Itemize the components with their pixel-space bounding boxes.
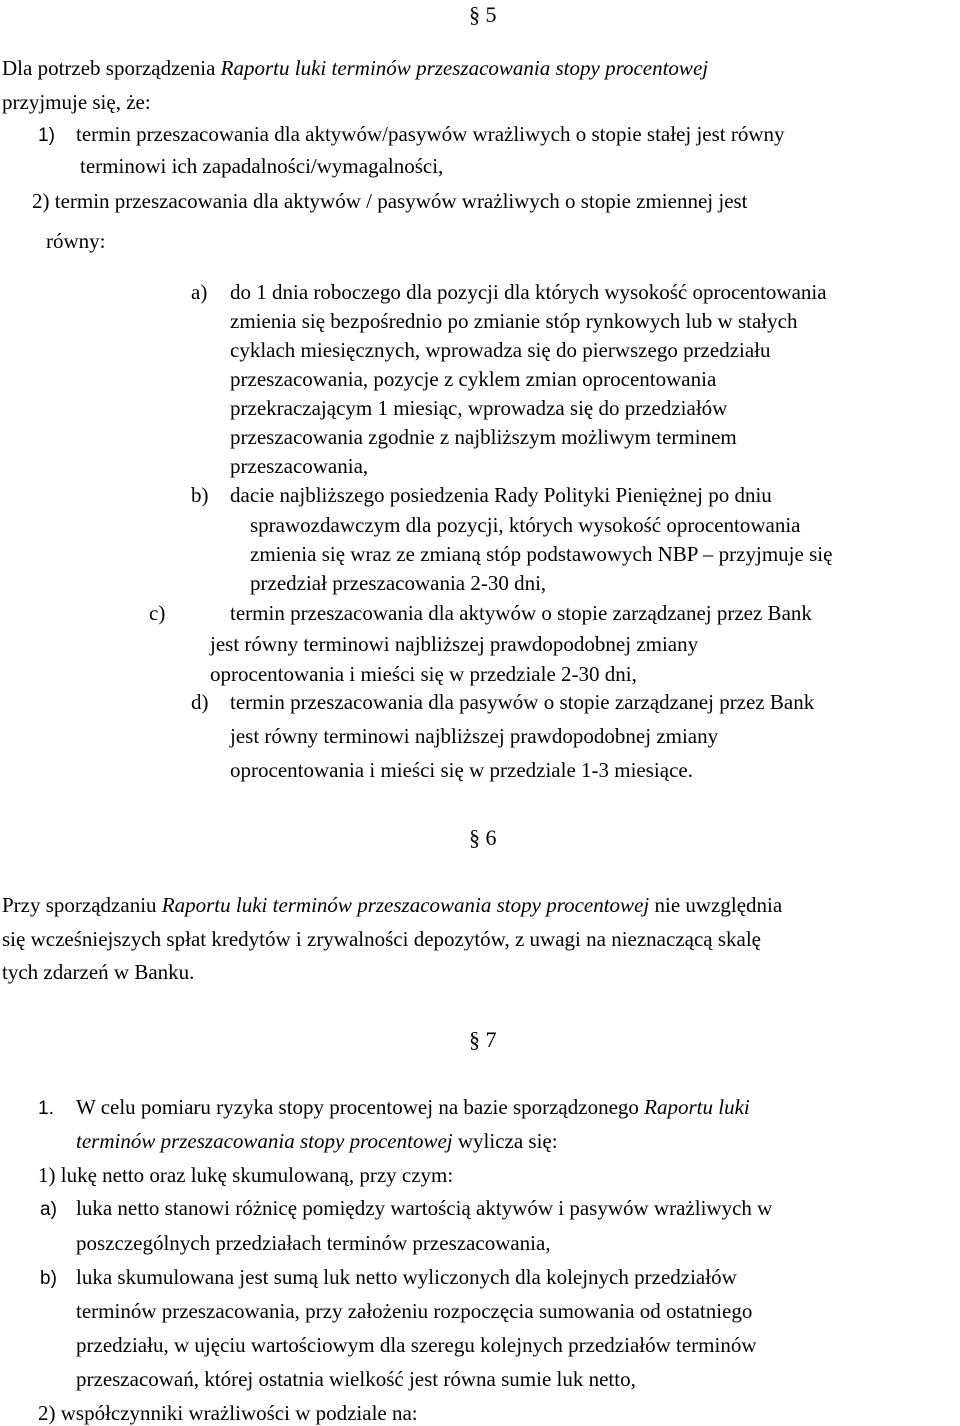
s7-item-b-line: luka skumulowana jest sumą luk netto wyliczonych dla kolejnych przedziałów xyxy=(76,1265,737,1289)
s7-item-b-line: przeszacowań, której ostatnia wielkość jest równa sumie luk netto, xyxy=(76,1367,636,1391)
s5-item-d-line: termin przeszacowania dla pasywów o stopie zarządzanej przez Bank xyxy=(230,690,815,714)
s5-item-b-line: sprawozdawczym dla pozycji, których wysokość oprocentowania xyxy=(250,513,801,537)
s5-item-d-line: jest równy terminowi najbliższej prawdopodobnej zmiany xyxy=(230,724,719,748)
s7-item-b-line: terminów przeszacowania, przy założeniu rozpoczęcia sumowania od ostatniego xyxy=(76,1299,753,1323)
s6-line-3: tych zdarzeń w Banku. xyxy=(2,960,195,984)
s6-line-1: Przy sporządzaniu Raportu luki terminów przeszacowania stopy procentowej nie uwzględnia xyxy=(2,893,783,917)
s5-item-b-line: dacie najbliższego posiedzenia Rady Polityki Pieniężnej po dniu xyxy=(230,483,772,507)
s5-item-a-line: cyklach miesięcznych, wprowadza się do pierwszego przedziału xyxy=(230,338,771,362)
section-7-heading: § 7 xyxy=(469,1027,497,1052)
s5-point-1-line-2: terminowi ich zapadalności/wymagalności, xyxy=(80,154,444,178)
s5-intro-line-1: Dla potrzeb sporządzenia Raportu luki terminów przeszacowania stopy procentowej xyxy=(2,56,709,80)
s5-item-c-line: jest równy terminowi najbliższej prawdopodobnej zmiany xyxy=(210,632,699,656)
s5-item-b-label: b) xyxy=(191,483,209,507)
s7-item-b-label: b) xyxy=(40,1268,57,1289)
s7-item-a-line: poszczególnych przedziałach terminów przeszacowania, xyxy=(76,1231,551,1255)
s7-item-b-line: przedziału, w ujęciu wartościowym dla szeregu kolejnych przedziałów terminów xyxy=(76,1333,757,1357)
s5-point-2-line-1: 2) termin przeszacowania dla aktywów / pasywów wrażliwych o stopie zmiennej jest xyxy=(32,189,748,213)
s5-point-1-line-1: termin przeszacowania dla aktywów/pasywów wrażliwych o stopie stałej jest równy xyxy=(76,122,785,146)
s5-intro-line-2: przyjmuje się, że: xyxy=(2,90,151,114)
s7-item-a-label: a) xyxy=(40,1199,57,1220)
s5-item-a-line: przeszacowania, pozycje z cyklem zmian oprocentowania xyxy=(230,367,717,391)
s5-item-d-line: oprocentowania i mieści się w przedziale 1-3 miesiące. xyxy=(230,758,693,782)
s7-point-1-number: 1. xyxy=(38,1098,54,1119)
s5-point-2-line-2: równy: xyxy=(46,229,106,253)
s7-item-2: 2) współczynniki wrażliwości w podziale na: xyxy=(38,1401,418,1425)
s5-item-c-line: oprocentowania i mieści się w przedziale 2-30 dni, xyxy=(210,662,637,686)
s5-item-b-line: przedział przeszacowania 2-30 dni, xyxy=(250,571,547,595)
s5-item-a-line: przeszacowania, xyxy=(230,454,369,478)
s5-item-a-line: do 1 dnia roboczego dla pozycji dla których wysokość oprocentowania xyxy=(230,280,827,304)
s6-line-2: się wcześniejszych spłat kredytów i zrywalności depozytów, z uwagi na nieznaczącą skalę xyxy=(2,927,761,951)
s7-item-a-line: luka netto stanowi różnicę pomiędzy wartością aktywów i pasywów wrażliwych w xyxy=(76,1196,773,1220)
s7-point-1-line-1: W celu pomiaru ryzyka stopy procentowej na bazie sporządzonego Raportu luki xyxy=(76,1095,750,1119)
s5-point-1-number: 1) xyxy=(38,125,55,146)
s7-item-1: 1) lukę netto oraz lukę skumulowaną, przy czym: xyxy=(38,1163,454,1187)
section-6-heading: § 6 xyxy=(469,825,497,850)
s5-item-a-line: zmienia się bezpośrednio po zmianie stóp rynkowych lub w stałych xyxy=(230,309,798,333)
s7-point-1-line-2: terminów przeszacowania stopy procentowej wylicza się: xyxy=(76,1129,558,1153)
s5-item-a-label: a) xyxy=(191,280,208,304)
s5-item-c-line: termin przeszacowania dla aktywów o stopie zarządzanej przez Bank xyxy=(230,601,812,625)
s5-item-a-line: przeszacowania zgodnie z najbliższym możliwym terminem xyxy=(230,425,737,449)
s5-item-d-label: d) xyxy=(191,690,209,714)
section-5-heading: § 5 xyxy=(469,2,497,27)
s5-item-a-line: przekraczającym 1 miesiąc, wprowadza się do przedziałów xyxy=(230,396,728,420)
s5-item-b-line: zmienia się wraz ze zmianą stóp podstawowych NBP – przyjmuje się xyxy=(250,542,833,566)
s5-item-c-label: c) xyxy=(149,601,166,625)
